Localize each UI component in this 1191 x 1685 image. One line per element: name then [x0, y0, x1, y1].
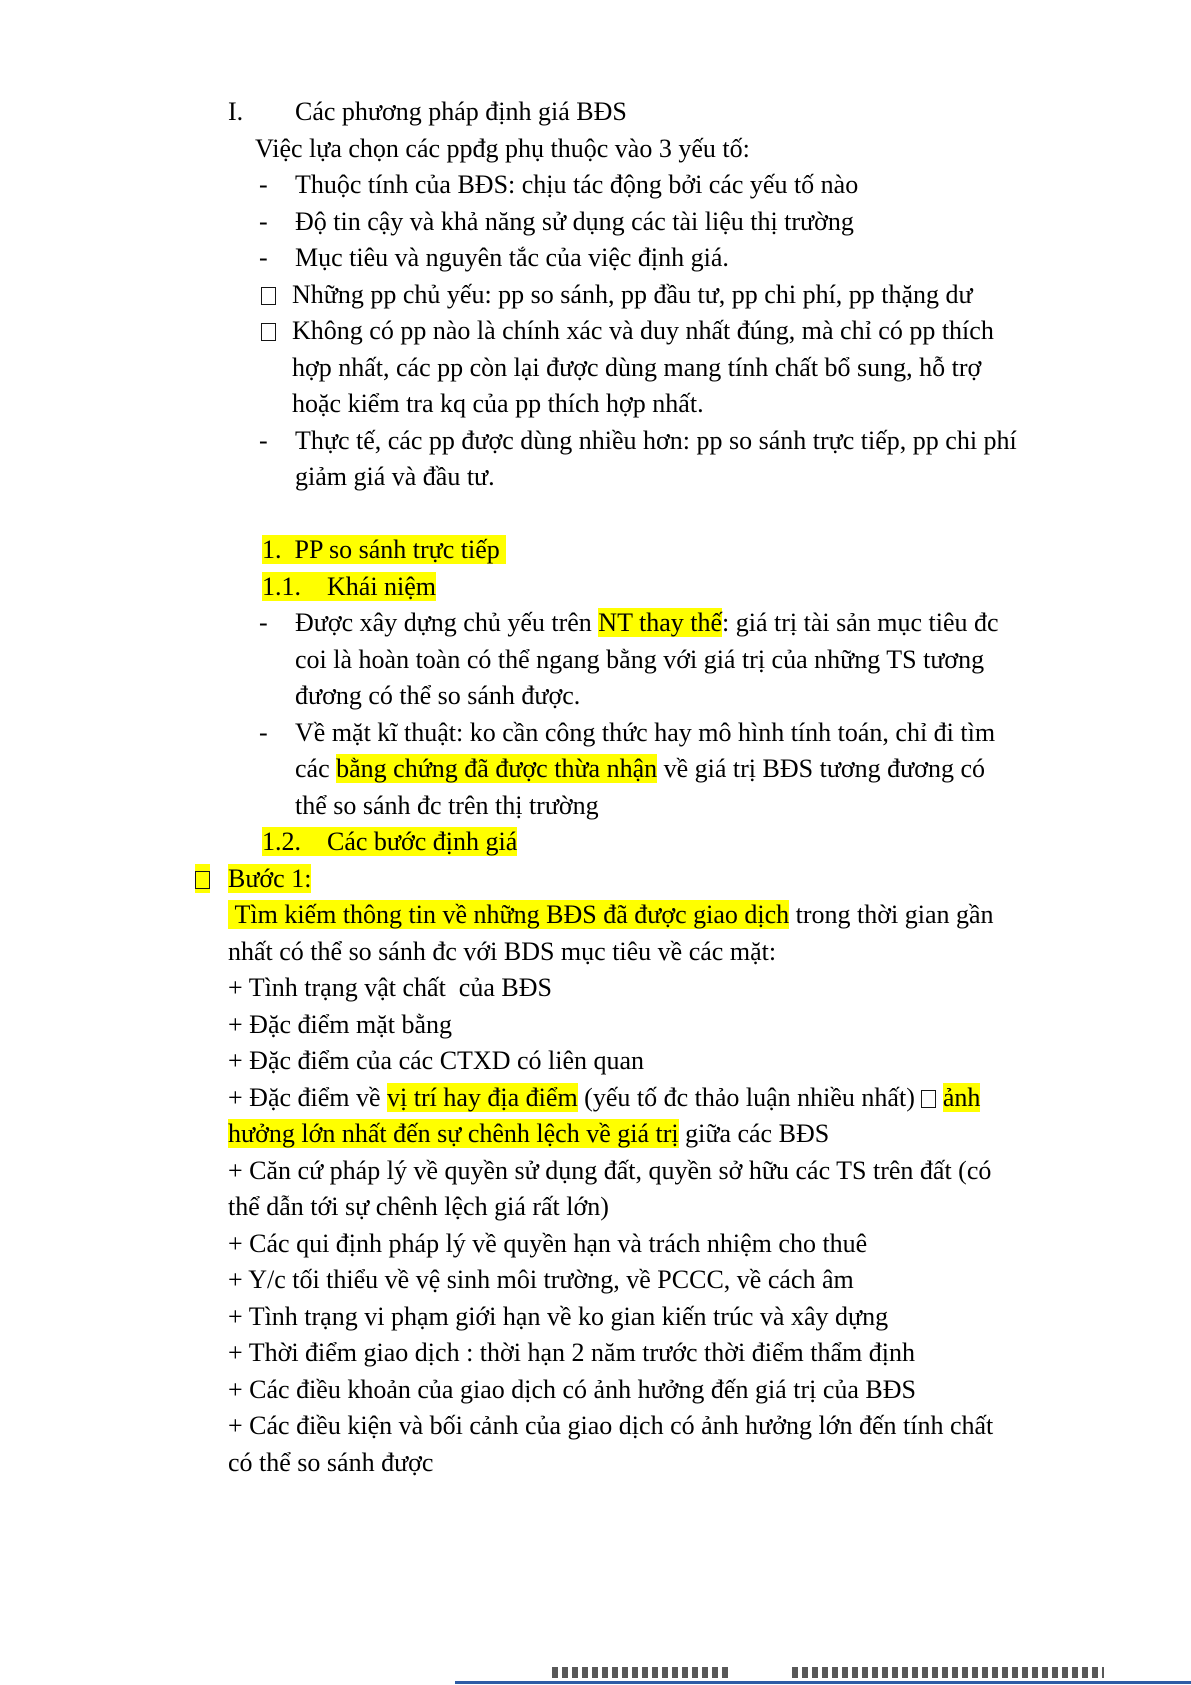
list-marker: -: [259, 717, 268, 747]
text-run: + Y/c tối thiểu về vệ sinh môi trường, về PCCC, về cách âm: [228, 1265, 854, 1294]
text-run: Việc lựa chọn các ppđg phụ thuộc vào 3 yếu tố:: [255, 133, 750, 163]
list-marker: I.: [228, 97, 244, 126]
plus-item: [228, 970, 1018, 1007]
document-body: [228, 94, 1018, 1481]
list-marker: -: [259, 608, 268, 637]
dash-item: [228, 423, 1018, 496]
text-run: + Đặc điểm mặt bằng: [228, 1009, 453, 1039]
text-run: Độ tin cậy và khả năng sử dụng các tài liệu thị trường: [295, 206, 854, 236]
highlighted-text: 1. PP so sánh trực tiếp: [262, 535, 507, 564]
text-run: + Căn cứ pháp lý về quyền sử dụng đất, quyền sở hữu các TS trên đất (có thể dẫn tới sự chênh lệch giá rất lớn): [228, 1155, 992, 1221]
text-run: Các phương pháp định giá BĐS: [295, 97, 627, 126]
checkbox-placeholder-icon: [921, 1090, 936, 1108]
highlighted-text: vị trí hay địa điểm: [387, 1082, 578, 1112]
box-item: [228, 277, 1018, 314]
dash-item: [228, 240, 1018, 277]
checkbox-placeholder-icon: [195, 864, 210, 893]
text-run: Những pp chủ yếu: pp so sánh, pp đầu tư, pp chi phí, pp thặng dư: [292, 279, 973, 309]
highlighted-text: 1.1. Khái niệm: [262, 571, 437, 601]
plus-item: [228, 1299, 1018, 1336]
list-marker: -: [259, 243, 268, 272]
text-run: Về mặt kĩ thuật: ko cần công thức hay mô hình tính toán, chỉ đi tìm các: [295, 717, 996, 783]
plus-item: [228, 1372, 1018, 1409]
text-run: : giá trị tài sản mục tiêu đc coi là hoàn toàn có thể ngang bằng với giá trị của những TS tương đương có thể so sánh được.: [295, 608, 999, 710]
text-run: + Tình trạng vi phạm giới hạn về ko gian kiến trúc và xây dựng: [228, 1301, 889, 1331]
plus-item: [228, 1043, 1018, 1080]
text-run: + Đặc điểm của các CTXD có liên quan: [228, 1046, 645, 1075]
plus-item: [228, 1080, 1018, 1153]
partial-window-edge: [0, 1659, 1191, 1685]
list-marker: -: [259, 170, 268, 199]
plus-item: [228, 1153, 1018, 1226]
dash-item: [228, 167, 1018, 204]
text-run: + Các điều kiện và bối cảnh của giao dịch có ảnh hưởng lớn đến tính chất có thể so sánh được: [228, 1411, 994, 1477]
intro-line: [228, 131, 1018, 168]
text-run: Được xây dựng chủ yếu trên: [295, 608, 599, 637]
partial-divider-line: [455, 1681, 1191, 1684]
dash-item: [228, 605, 1018, 715]
checkbox-placeholder-icon: [261, 277, 276, 314]
text-run: + Thời điểm giao dịch : thời hạn 2 năm trước thời điểm thẩm định: [228, 1338, 915, 1367]
dash-item: [228, 715, 1018, 825]
highlighted-text: bằng chứng đã được thừa nhận: [336, 754, 658, 783]
blank-line: [228, 496, 1018, 533]
text-run: + Tình trạng vật chất của BĐS: [228, 973, 552, 1002]
text-run: Thuộc tính của BĐS: chịu tác động bởi các yếu tố nào: [295, 170, 859, 199]
highlighted-text: 1.2. Các bước định giá: [262, 827, 518, 856]
plus-item: [228, 1335, 1018, 1372]
section-heading: [228, 94, 1018, 131]
text-run: Mục tiêu và nguyên tắc của việc định giá.: [295, 243, 729, 272]
text-run: trong thời gian gần nhất có thể so sánh đc với BDS mục tiêu về các mặt:: [228, 900, 994, 966]
highlighted-text: ảnh hưởng lớn nhất đến sự chênh lệch về giá trị: [228, 1082, 981, 1148]
text-run: Không có pp nào là chính xác và duy nhất đúng, mà chỉ có pp thích hợp nhất, các pp còn lại được dùng mang tính chất bổ sung, hỗ trợ hoặc kiểm tra kq của pp thích hợp nhất.: [292, 316, 994, 418]
plus-item: [228, 1408, 1018, 1481]
highlighted-text: Tìm kiếm thông tin về những BĐS đã được giao dịch: [228, 900, 790, 929]
list-marker: -: [259, 206, 268, 236]
step-heading: [195, 861, 1018, 898]
box-item: [228, 313, 1018, 423]
text-run: [936, 1083, 943, 1112]
highlighted-text: NT thay thế: [598, 608, 723, 637]
text-run: giữa các BĐS: [678, 1119, 830, 1148]
text-run: + Đặc điểm về: [228, 1082, 388, 1112]
plus-item: [228, 1262, 1018, 1299]
partial-content-fragment: [552, 1667, 730, 1678]
numbered-subheading: [228, 569, 1018, 606]
plus-item: [228, 1007, 1018, 1044]
highlighted-text: Bước 1:: [228, 863, 312, 893]
checkbox-placeholder-icon: [261, 313, 276, 350]
partial-content-fragment: [792, 1667, 1104, 1678]
dash-item: [228, 204, 1018, 241]
text-run: về giá trị BĐS tương đương có thể so sánh đc trên thị trường: [295, 754, 986, 820]
numbered-heading: [228, 532, 1018, 569]
plus-item: [228, 1226, 1018, 1263]
text-run: (yếu tố đc thảo luận nhiều nhất): [577, 1082, 922, 1112]
list-marker: -: [259, 425, 268, 455]
body-paragraph: [228, 897, 1018, 970]
numbered-subheading: [228, 824, 1018, 861]
text-run: + Các qui định pháp lý về quyền hạn và trách nhiệm cho thuê: [228, 1228, 868, 1258]
text-run: Thực tế, các pp được dùng nhiều hơn: pp so sánh trực tiếp, pp chi phí giảm giá và đầu tư.: [295, 425, 1017, 491]
text-run: + Các điều khoản của giao dịch có ảnh hưởng đến giá trị của BĐS: [228, 1374, 916, 1404]
